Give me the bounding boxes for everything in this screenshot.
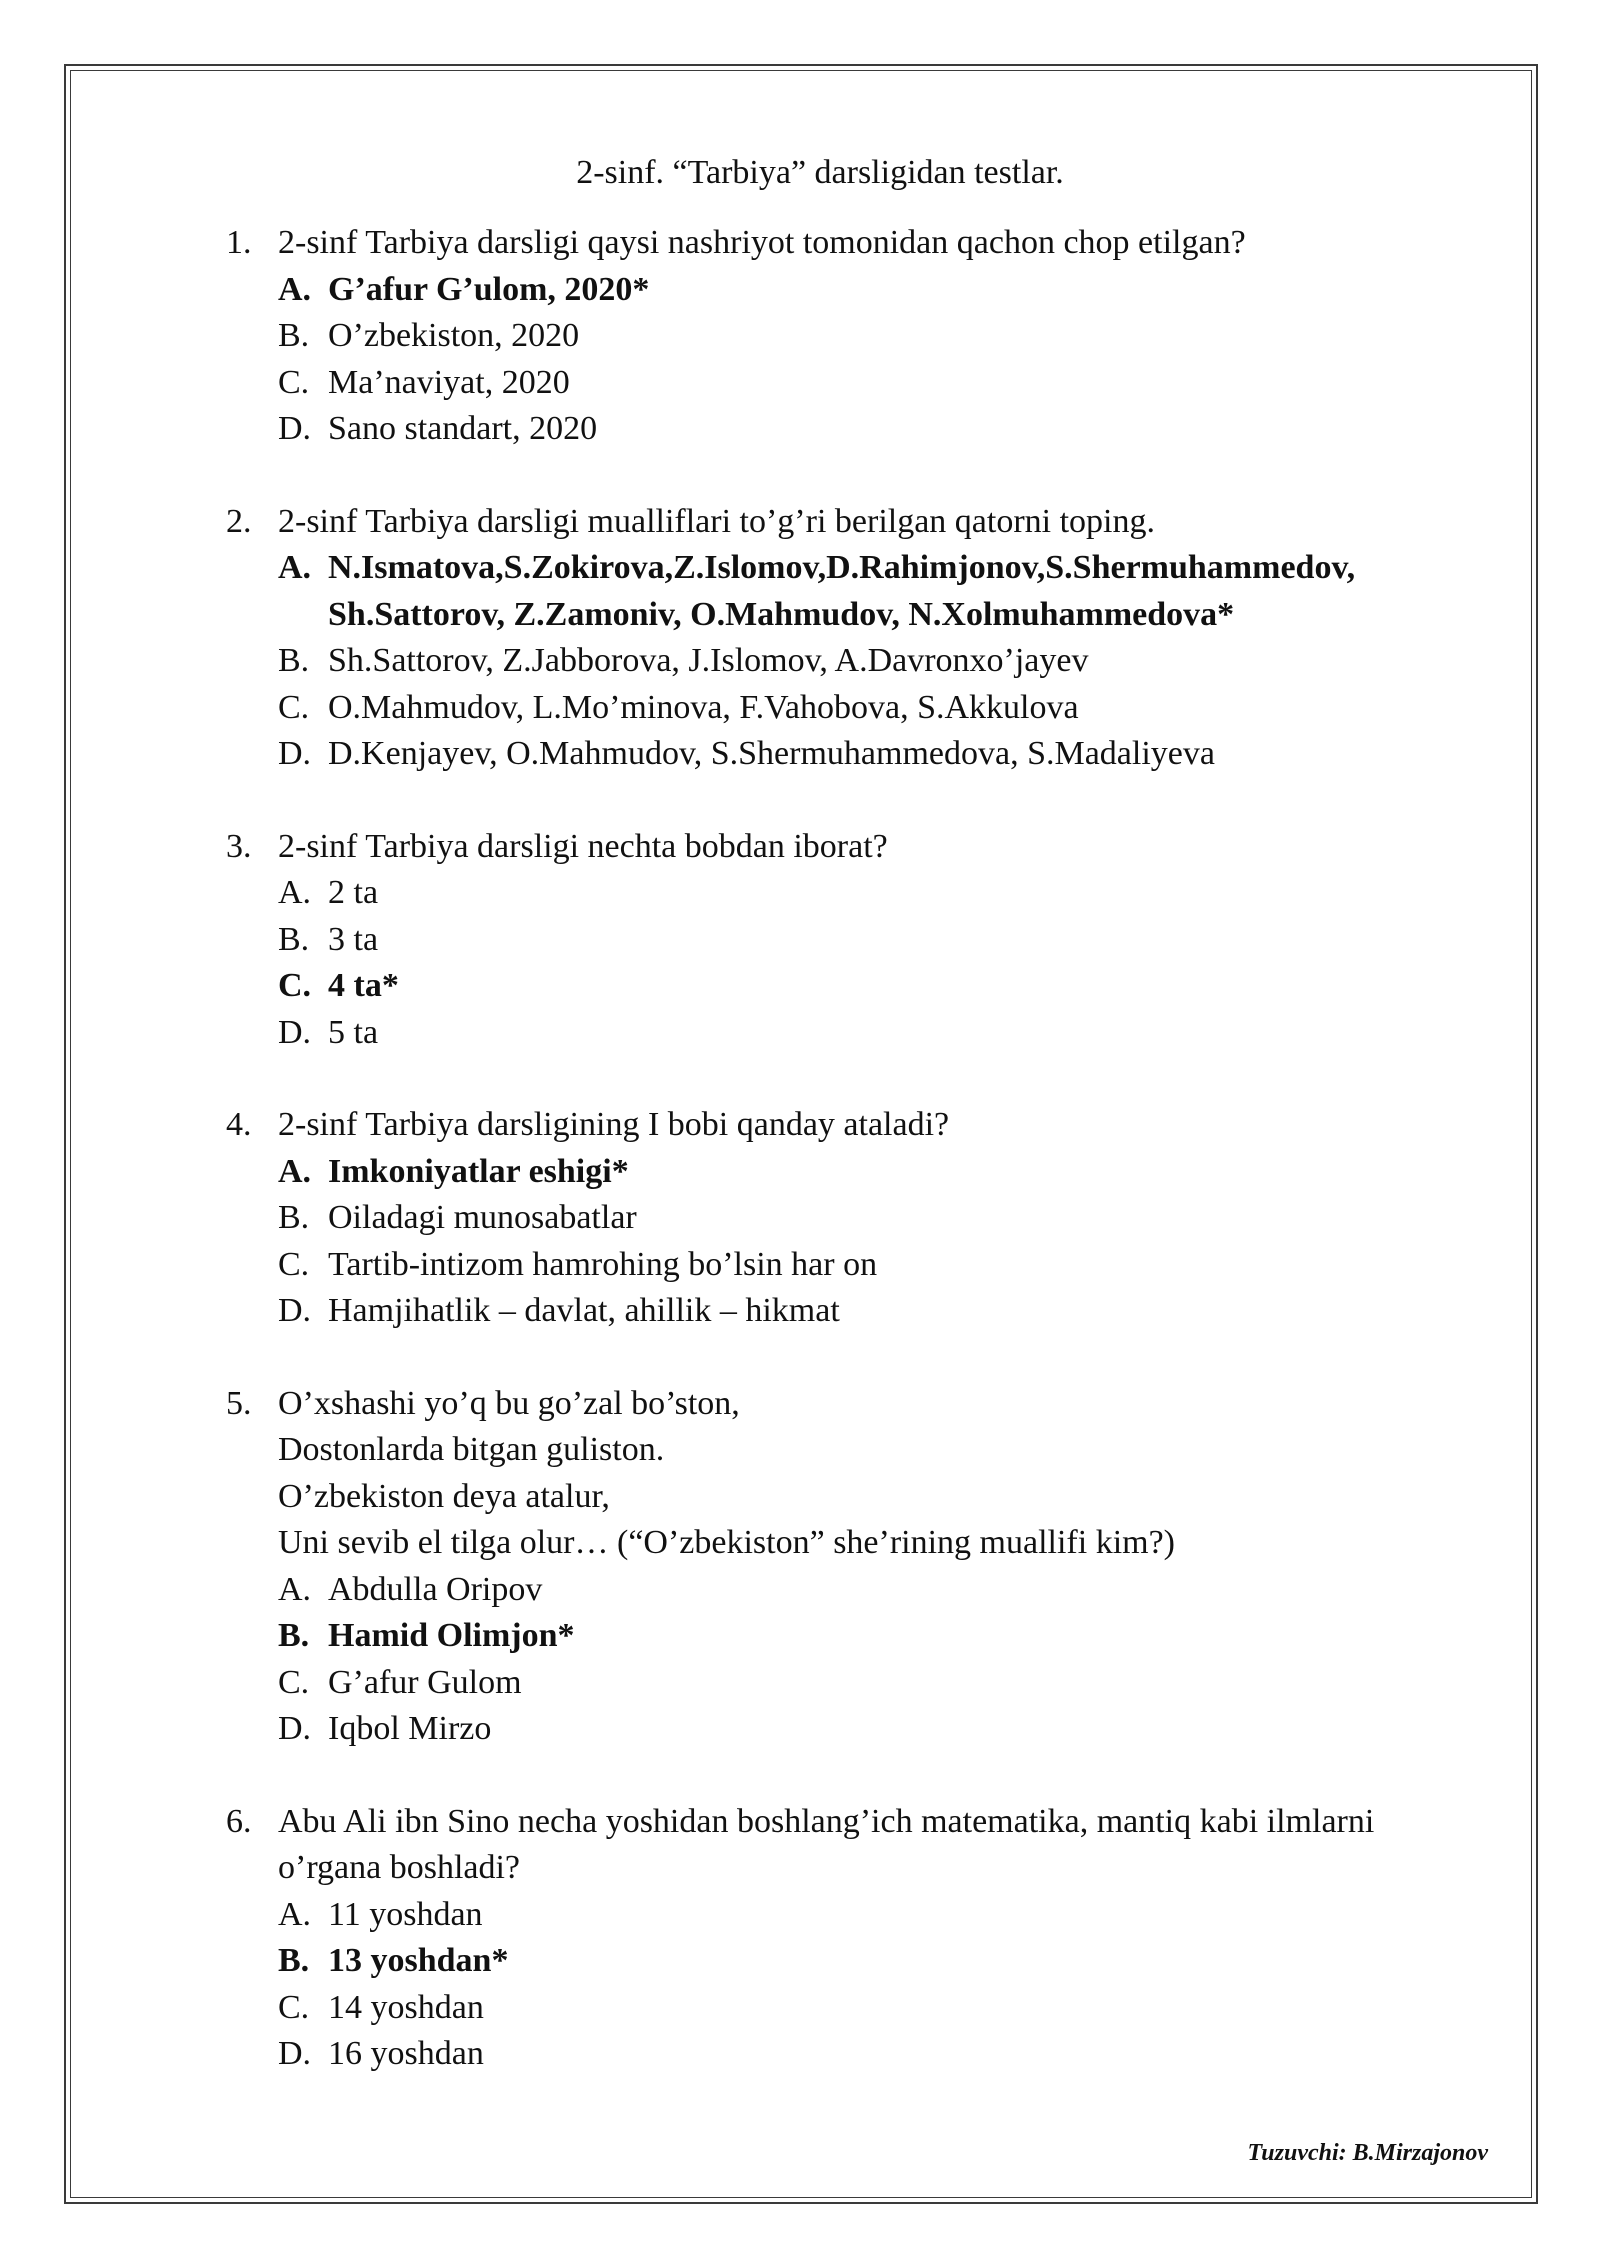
option-text: 16 yoshdan [328,2035,484,2072]
option-text: Tartib-intizom hamrohing bo’lsin har on [328,1245,878,1283]
answer-option-correct [278,963,1506,1010]
answer-options [278,1567,1506,1753]
option-letter: D. [278,1710,312,1747]
question-line: Dostonlarda bitgan guliston. [278,1431,665,1468]
answer-option-correct [278,267,1506,314]
question-text [278,1799,1506,1892]
option-text: Hamjihatlik – davlat, ahillik – hikmat [328,1292,840,1329]
option-letter: A. [278,1152,312,1190]
option-letter: B. [278,642,310,679]
option-text: O.Mahmudov, L.Mo’minova, F.Vahobova, S.Akkulova [328,688,1079,726]
question-item [226,499,1506,778]
option-letter: B. [278,920,310,958]
option-letter: A. [278,1895,312,1933]
question-line: Abu Ali ibn Sino necha yoshidan boshlang’ich matematika, mantiq kabi ilmlarni [278,1802,1375,1840]
answer-option [278,1706,1506,1753]
option-letter: B. [278,317,310,354]
question-text [278,1102,1506,1149]
option-text: 5 ta [328,1013,379,1051]
answer-option [278,1985,1506,2032]
question-line: 2-sinf Tarbiya darsligi nechta bobdan iborat? [278,827,888,865]
answer-options [278,267,1506,453]
option-letter: C. [278,1988,310,2026]
option-text: Abdulla Oripov [328,1570,543,1608]
option-letter: B. [278,1617,310,1654]
option-letter: B. [278,1942,310,1979]
option-letter: D. [278,1013,312,1051]
answer-option [278,2031,1506,2078]
question-item [226,220,1506,453]
answer-option [278,685,1506,732]
option-text: 11 yoshdan [328,1895,483,1933]
answer-option [278,731,1506,778]
option-letter: C. [278,1245,310,1283]
option-text: O’zbekiston, 2020 [328,317,580,354]
option-letter: D. [278,410,312,447]
question-item [226,1799,1506,2078]
question-item [226,1381,1506,1753]
question-text [278,499,1506,546]
option-text: Imkoniyatlar eshigi* [328,1152,629,1190]
question-line: O’zbekiston deya atalur, [278,1477,610,1515]
option-text: Ma’naviyat, 2020 [328,363,570,401]
option-text: 13 yoshdan* [328,1942,509,1979]
option-letter: A. [278,1570,312,1608]
answer-option [278,1567,1506,1614]
question-text [278,824,1506,871]
option-letter: A. [278,874,312,911]
answer-option [278,917,1506,964]
question-line: 2-sinf Tarbiya darsligining I bobi qanday ataladi? [278,1106,950,1143]
option-letter: D. [278,735,312,772]
answer-option [278,313,1506,360]
option-letter: D. [278,2035,312,2072]
option-letter: B. [278,1199,310,1236]
answer-options [278,870,1506,1056]
option-text: G’afur Gulom [328,1663,522,1701]
question-number: 5. [226,1384,252,1422]
question-line: o’rgana boshladi? [278,1849,521,1886]
question-number: 6. [226,1802,252,1840]
option-letter: C. [278,363,310,401]
option-text: 3 ta [328,920,379,958]
option-text: Oiladagi munosabatlar [328,1199,637,1236]
option-text: Sano standart, 2020 [328,410,598,447]
option-letter: D. [278,1292,312,1329]
author-credit: Tuzuvchi: B.Mirzajonov [1247,2140,1488,2166]
answer-option [278,638,1506,685]
answer-options [278,1149,1506,1335]
question-number: 2. [226,502,252,540]
answer-option [278,1892,1506,1939]
question-list [226,220,1506,2124]
option-letter: C. [278,688,310,726]
option-text: Sh.Sattorov, Z.Jabborova, J.Islomov, A.Davronxo’jayev [328,642,1089,679]
answer-options [278,1892,1506,2078]
option-letter: C. [278,1663,310,1701]
answer-option [278,1010,1506,1057]
option-text: N.Ismatova,S.Zokirova,Z.Islomov,D.Rahimjonov,S.Shermuhammedov, Sh.Sattorov, Z.Zamoniv, O.Mahmudov, N.Xolmuhammedova* [328,549,1356,633]
option-letter: A. [278,549,312,586]
question-item [226,824,1506,1057]
answer-options [278,545,1506,778]
question-number: 3. [226,827,252,865]
option-text: 14 yoshdan [328,1988,484,2026]
answer-option-correct [278,1938,1506,1985]
option-text: D.Kenjayev, O.Mahmudov, S.Shermuhammedova, S.Madaliyeva [328,735,1215,772]
answer-option [278,1660,1506,1707]
document-title: 2-sinf. “Tarbiya” darsligidan testlar. [576,154,1064,191]
answer-option [278,1288,1506,1335]
option-letter: A. [278,270,312,308]
question-line: Uni sevib el tilga olur… (“O’zbekiston” she’rining muallifi kim?) [278,1524,1175,1561]
question-text [278,220,1506,267]
answer-option [278,1242,1506,1289]
question-line: 2-sinf Tarbiya darsligi mualliflari to’g’ri berilgan qatorni toping. [278,502,1155,540]
option-text: Hamid Olimjon* [328,1617,575,1654]
answer-option-correct [278,1613,1506,1660]
option-text: G’afur G’ulom, 2020* [328,270,650,308]
question-number: 1. [226,224,252,261]
answer-option [278,870,1506,917]
question-line: O’xshashi yo’q bu go’zal bo’ston, [278,1384,740,1422]
option-text: Iqbol Mirzo [328,1710,492,1747]
question-number: 4. [226,1106,252,1143]
answer-option [278,1195,1506,1242]
question-text [278,1381,1506,1567]
answer-option-correct [278,545,1506,638]
question-line: 2-sinf Tarbiya darsligi qaysi nashriyot tomonidan qachon chop etilgan? [278,224,1246,261]
question-item [226,1102,1506,1335]
answer-option [278,406,1506,453]
answer-option [278,360,1506,407]
option-text: 4 ta* [328,967,399,1004]
option-text: 2 ta [328,874,379,911]
option-letter: C. [278,967,312,1004]
answer-option-correct [278,1149,1506,1196]
